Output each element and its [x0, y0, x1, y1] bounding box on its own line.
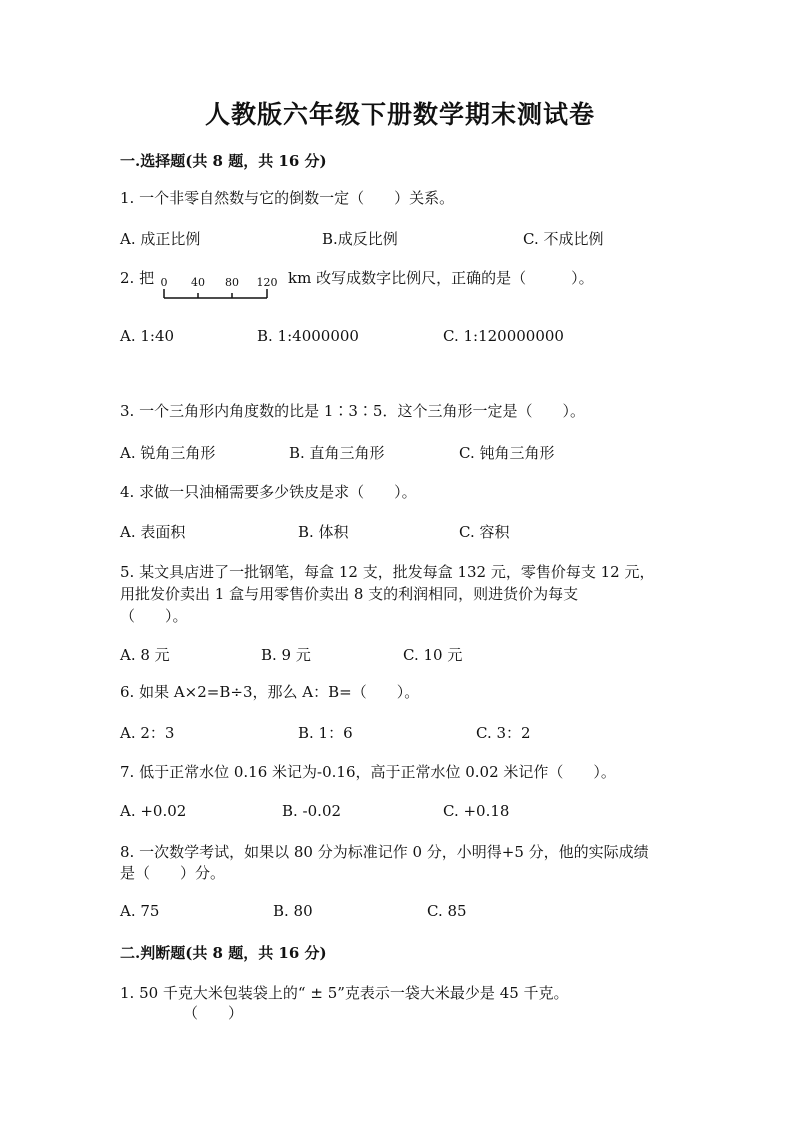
q3-option-a: A. 锐角三角形 — [120, 444, 216, 462]
question-2-suffix: km 改写成数字比例尺，正确的是（ ）。 — [288, 269, 594, 287]
q7-option-c: C. +0.18 — [443, 802, 510, 820]
question-2-prefix: 2. 把 — [120, 269, 155, 287]
scale-bar-icon — [160, 287, 280, 301]
q5-option-c: C. 10 元 — [403, 646, 463, 664]
scale-label-0: 0 — [160, 276, 168, 289]
page-title: 人教版六年级下册数学期末测试卷 — [204, 100, 595, 129]
q2-option-b: B. 1:4000000 — [257, 327, 359, 345]
question-7: 7. 低于正常水位 0.16 米记为-0.16，高于正常水位 0.02 米记作（ ）。 — [120, 763, 616, 781]
question-8-line-2: 是（ ）分。 — [120, 864, 226, 882]
judgement-1: 1. 50 千克大米包装袋上的“ ± 5”克表示一袋大米最少是 45 千克。 — [120, 984, 569, 1002]
question-1: 1. 一个非零自然数与它的倒数一定（ ）关系。 — [120, 189, 455, 207]
question-3: 3. 一个三角形内角度数的比是 1∶3∶5．这个三角形一定是（ ）。 — [120, 402, 585, 420]
question-8-line-1: 8. 一次数学考试，如果以 80 分为标准记作 0 分，小明得+5 分，他的实际成绩 — [120, 843, 649, 861]
question-5-line-2: 用批发价卖出 1 盒与用零售价卖出 8 支的利润相同，则进货价为每支 — [120, 585, 579, 603]
judgement-1-answer-blank: （ ） — [183, 1004, 244, 1022]
q7-option-b: B. -0.02 — [282, 802, 342, 820]
question-5-line-3: （ ）。 — [120, 607, 188, 625]
q1-option-b: B.成反比例 — [322, 230, 398, 248]
question-4: 4. 求做一只油桶需要多少铁皮是求（ ）。 — [120, 483, 417, 501]
scale-label-40: 40 — [191, 276, 205, 289]
q4-option-c: C. 容积 — [459, 523, 510, 541]
q8-option-b: B. 80 — [273, 902, 313, 920]
q3-option-c: C. 钝角三角形 — [459, 444, 555, 462]
q8-option-c: C. 85 — [427, 902, 467, 920]
section-heading-choice: 一.选择题(共 8 题，共 16 分) — [120, 152, 327, 170]
q4-option-a: A. 表面积 — [120, 523, 186, 541]
question-5-line-1: 5. 某文具店进了一批钢笔，每盒 12 支，批发每盒 132 元，零售价每支 12 元， — [120, 563, 655, 581]
q6-option-a: A. 2：3 — [120, 724, 175, 742]
q2-option-a: A. 1:40 — [120, 327, 175, 345]
q5-option-a: A. 8 元 — [120, 646, 170, 664]
q2-option-c: C. 1:120000000 — [443, 327, 564, 345]
q3-option-b: B. 直角三角形 — [289, 444, 385, 462]
q6-option-b: B. 1：6 — [298, 724, 353, 742]
section-heading-judgement: 二.判断题(共 8 题，共 16 分) — [120, 944, 327, 962]
question-6: 6. 如果 A×2=B÷3，那么 A：B=（ ）。 — [120, 683, 420, 701]
q8-option-a: A. 75 — [120, 902, 160, 920]
line-scale-ruler — [160, 276, 280, 300]
q4-option-b: B. 体积 — [298, 523, 349, 541]
q1-option-a: A. 成正比例 — [120, 230, 201, 248]
scale-label-120: 120 — [256, 276, 278, 289]
scale-label-80: 80 — [225, 276, 239, 289]
q5-option-b: B. 9 元 — [261, 646, 311, 664]
q7-option-a: A. +0.02 — [120, 802, 187, 820]
q6-option-c: C. 3：2 — [476, 724, 531, 742]
q1-option-c: C. 不成比例 — [523, 230, 604, 248]
